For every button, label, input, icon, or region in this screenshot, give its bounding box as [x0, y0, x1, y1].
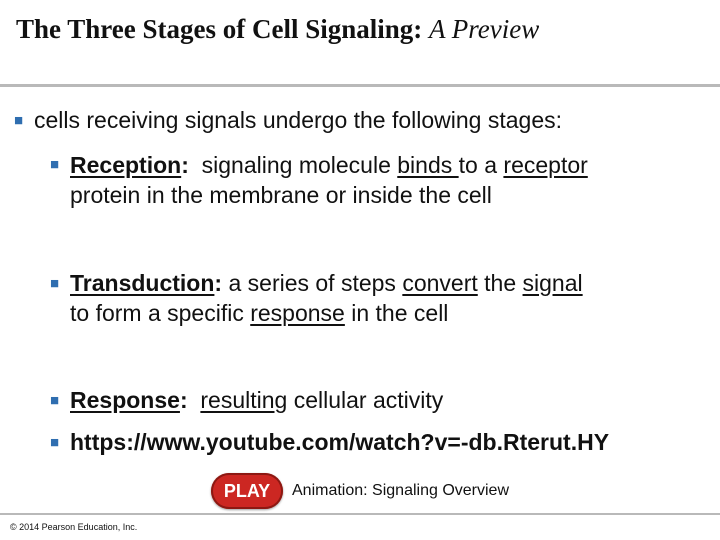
intro-text: cells receiving signals undergo the following stages:: [34, 107, 563, 133]
footer-divider: [0, 513, 720, 515]
bullet-icon: ■: [50, 434, 60, 451]
slide-title: [16, 14, 539, 45]
bullet-icon: ■: [14, 112, 24, 129]
transduction-keyword-response: response: [250, 300, 345, 326]
play-button[interactable]: PLAY: [211, 473, 283, 509]
reception-keyword-binds: binds: [397, 152, 459, 178]
transduction-item: [70, 268, 583, 328]
response-text-2: cellular activity: [287, 387, 444, 413]
bullet-icon: ■: [50, 275, 60, 292]
response-colon: :: [179, 387, 188, 413]
reception-keyword-receptor: receptor: [503, 152, 588, 178]
response-text-1: [188, 387, 201, 413]
reception-line-1: [70, 150, 588, 180]
reception-term: Reception: [70, 152, 182, 178]
transduction-text-2: the: [477, 270, 523, 296]
transduction-term: Transduction: [70, 270, 215, 296]
bullet-icon: ■: [50, 156, 60, 173]
transduction-text-4: in the cell: [344, 300, 449, 326]
title-divider: [0, 84, 720, 87]
reception-text-2: to a: [458, 152, 504, 178]
response-item: [70, 385, 443, 415]
slide-title-main: The Three Stages of Cell Signaling:: [16, 14, 423, 44]
transduction-line-1: [70, 268, 583, 298]
bullet-icon: ■: [50, 392, 60, 409]
reception-colon: :: [181, 152, 189, 178]
transduction-colon: :: [214, 270, 223, 296]
transduction-keyword-signal: signal: [522, 270, 583, 296]
reception-text-1: signaling molecule: [188, 152, 398, 178]
transduction-text-1: a series of steps: [222, 270, 403, 296]
video-link[interactable]: https://www.youtube.com/watch?v=-db.Rterut.HY: [70, 429, 610, 455]
transduction-text-3: to form a specific: [70, 300, 251, 326]
transduction-line-2: [70, 298, 583, 328]
animation-label: Animation: Signaling Overview: [292, 482, 509, 499]
response-keyword-resulting: resulting: [200, 387, 288, 413]
reception-item: [70, 150, 588, 210]
slide-title-sub: A Preview: [429, 14, 540, 44]
reception-line-2: protein in the membrane or inside the cell: [70, 182, 492, 208]
transduction-keyword-convert: convert: [402, 270, 478, 296]
response-term: Response: [70, 387, 180, 413]
copyright-text: © 2014 Pearson Education, Inc.: [10, 522, 138, 532]
